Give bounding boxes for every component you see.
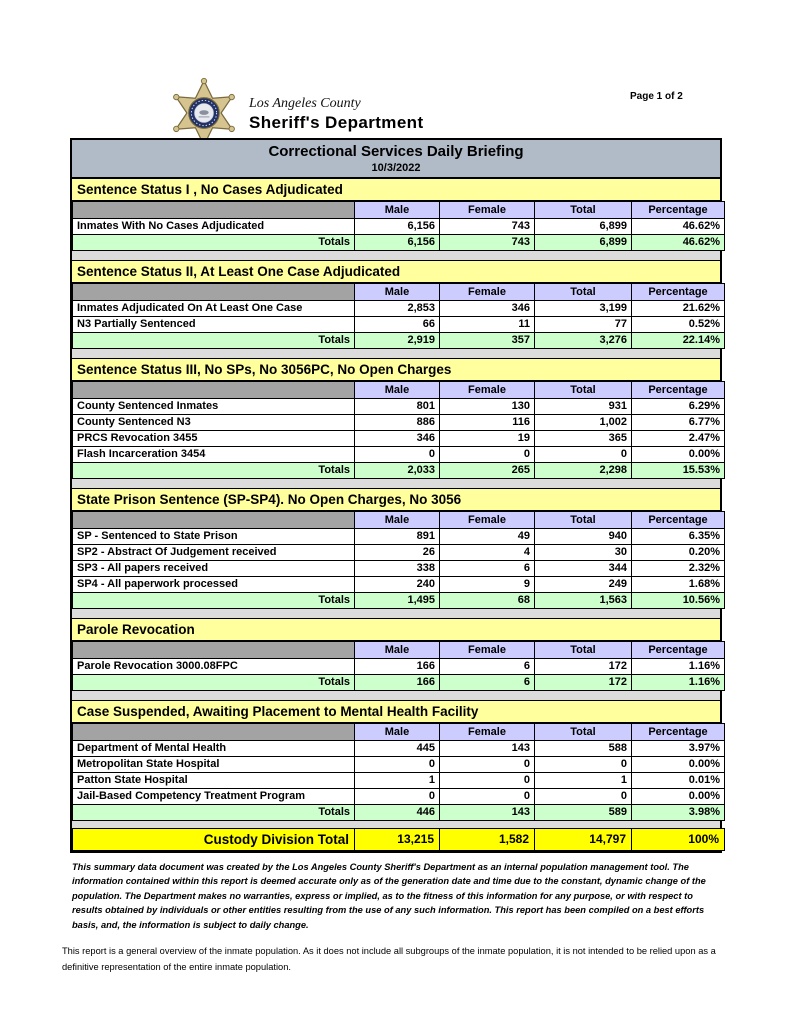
totals-label: Totals: [73, 463, 355, 479]
row-male-value: 240: [355, 577, 440, 593]
column-header-total: Total: [535, 202, 632, 219]
logo-department-text: Sheriff's Department: [249, 112, 424, 132]
row-female-value: 0: [440, 789, 535, 805]
column-header-row: [73, 284, 725, 301]
totals-label: Totals: [73, 333, 355, 349]
totals-percentage-value: 3.98%: [632, 805, 725, 821]
row-female-value: 346: [440, 301, 535, 317]
row-label: County Sentenced N3: [73, 415, 355, 431]
column-header-male: Male: [355, 724, 440, 741]
row-percentage-value: 0.00%: [632, 447, 725, 463]
column-header-female: Female: [440, 382, 535, 399]
section-spacer: [72, 609, 720, 618]
disclaimer-text: This summary data document was created by the Los Angeles County Sheriff's Department as an internal population management tool. The information contained within this report is deemed accurate only as of the generation date and time due to the constant, dynamic change of the population. The Department makes no warranties, express or implied, as to the fitness of this information for any purpose, or with respect to results obtained by individuals or other entities resulting from the use of any such information. This report has been compiled on a best efforts basis, and, the information is subject to daily change.: [72, 862, 706, 930]
report-title: Correctional Services Daily Briefing: [268, 143, 524, 160]
section-header: Sentence Status I , No Cases Adjudicated: [72, 178, 720, 201]
row-male-value: 6,156: [355, 219, 440, 235]
row-label: SP2 - Abstract Of Judgement received: [73, 545, 355, 561]
section-spacer: [72, 349, 720, 358]
row-total-value: 77: [535, 317, 632, 333]
row-total-value: 1: [535, 773, 632, 789]
logo-county-text: Los Angeles County: [249, 95, 361, 111]
row-female-value: 0: [440, 773, 535, 789]
section-spacer: [72, 251, 720, 260]
row-label: Department of Mental Health: [73, 741, 355, 757]
row-percentage-value: 21.62%: [632, 301, 725, 317]
column-header-female: Female: [440, 284, 535, 301]
row-percentage-value: 46.62%: [632, 219, 725, 235]
totals-female-value: 143: [440, 805, 535, 821]
section-header: Parole Revocation: [72, 618, 720, 641]
row-percentage-value: 0.00%: [632, 757, 725, 773]
row-label: N3 Partially Sentenced: [73, 317, 355, 333]
row-total-value: 0: [535, 757, 632, 773]
column-header-male: Male: [355, 642, 440, 659]
row-total-value: 249: [535, 577, 632, 593]
totals-female-value: 265: [440, 463, 535, 479]
row-percentage-value: 0.52%: [632, 317, 725, 333]
column-header-total: Total: [535, 642, 632, 659]
grand-total-female: 1,582: [440, 829, 535, 851]
totals-percentage-value: 15.53%: [632, 463, 725, 479]
table-row: [73, 577, 725, 593]
section-header: State Prison Sentence (SP-SP4). No Open Charges, No 3056: [72, 488, 720, 511]
page-indicator: Page 1 of 2: [630, 91, 683, 102]
row-male-value: 66: [355, 317, 440, 333]
custody-division-total-row: [72, 828, 725, 851]
totals-male-value: 2,919: [355, 333, 440, 349]
row-female-value: 0: [440, 447, 535, 463]
column-header-total: Total: [535, 724, 632, 741]
column-header-spacer-cell: [73, 284, 355, 301]
totals-total-value: 1,563: [535, 593, 632, 609]
row-female-value: 4: [440, 545, 535, 561]
table-row: [73, 757, 725, 773]
section-table: [72, 381, 725, 479]
row-female-value: 9: [440, 577, 535, 593]
row-female-value: 130: [440, 399, 535, 415]
totals-percentage-value: 22.14%: [632, 333, 725, 349]
row-male-value: 346: [355, 431, 440, 447]
column-header-male: Male: [355, 202, 440, 219]
column-header-female: Female: [440, 642, 535, 659]
section-table: [72, 641, 725, 691]
row-percentage-value: 1.68%: [632, 577, 725, 593]
column-header-male: Male: [355, 284, 440, 301]
column-header-row: [73, 642, 725, 659]
row-male-value: 886: [355, 415, 440, 431]
row-percentage-value: 3.97%: [632, 741, 725, 757]
row-total-value: 0: [535, 789, 632, 805]
row-label: Metropolitan State Hospital: [73, 757, 355, 773]
section-table: [72, 723, 725, 821]
grand-total-male: 13,215: [355, 829, 440, 851]
row-percentage-value: 2.32%: [632, 561, 725, 577]
row-percentage-value: 6.35%: [632, 529, 725, 545]
totals-total-value: 3,276: [535, 333, 632, 349]
row-label: Parole Revocation 3000.08FPC: [73, 659, 355, 675]
totals-total-value: 589: [535, 805, 632, 821]
table-row: [73, 789, 725, 805]
section-table: [72, 283, 725, 349]
logo-text: [249, 94, 424, 133]
table-row: [73, 399, 725, 415]
row-label: Inmates Adjudicated On At Least One Case: [73, 301, 355, 317]
totals-female-value: 6: [440, 675, 535, 691]
section-table: [72, 201, 725, 251]
table-row: [73, 529, 725, 545]
table-row: [73, 741, 725, 757]
column-header-row: [73, 202, 725, 219]
row-male-value: 26: [355, 545, 440, 561]
row-female-value: 116: [440, 415, 535, 431]
row-percentage-value: 0.20%: [632, 545, 725, 561]
totals-percentage-value: 10.56%: [632, 593, 725, 609]
column-header-spacer-cell: [73, 382, 355, 399]
totals-label: Totals: [73, 593, 355, 609]
report-date: 10/3/2022: [371, 162, 421, 174]
row-female-value: 11: [440, 317, 535, 333]
row-male-value: 0: [355, 789, 440, 805]
column-header-row: [73, 724, 725, 741]
section-header: Sentence Status III, No SPs, No 3056PC, No Open Charges: [72, 358, 720, 381]
row-label: Jail-Based Competency Treatment Program: [73, 789, 355, 805]
table-row: [73, 431, 725, 447]
table-row: [73, 773, 725, 789]
section-table: [72, 511, 725, 609]
totals-female-value: 743: [440, 235, 535, 251]
column-header-percentage: Percentage: [632, 382, 725, 399]
row-total-value: 940: [535, 529, 632, 545]
totals-row: [73, 593, 725, 609]
table-row: [73, 219, 725, 235]
totals-male-value: 166: [355, 675, 440, 691]
row-total-value: 588: [535, 741, 632, 757]
totals-total-value: 172: [535, 675, 632, 691]
totals-percentage-value: 46.62%: [632, 235, 725, 251]
section-header: Case Suspended, Awaiting Placement to Mental Health Facility: [72, 700, 720, 723]
row-total-value: 3,199: [535, 301, 632, 317]
row-male-value: 2,853: [355, 301, 440, 317]
totals-row: [73, 333, 725, 349]
column-header-male: Male: [355, 382, 440, 399]
column-header-spacer-cell: [73, 724, 355, 741]
row-total-value: 365: [535, 431, 632, 447]
totals-label: Totals: [73, 235, 355, 251]
column-header-male: Male: [355, 512, 440, 529]
row-total-value: 931: [535, 399, 632, 415]
totals-male-value: 2,033: [355, 463, 440, 479]
column-header-row: [73, 382, 725, 399]
totals-row: [73, 463, 725, 479]
row-label: SP4 - All paperwork processed: [73, 577, 355, 593]
row-female-value: 143: [440, 741, 535, 757]
section-spacer: [72, 821, 720, 828]
totals-percentage-value: 1.16%: [632, 675, 725, 691]
report-sections: [72, 178, 720, 821]
grand-total-row: [73, 829, 725, 851]
row-male-value: 891: [355, 529, 440, 545]
table-row: [73, 659, 725, 675]
row-label: SP - Sentenced to State Prison: [73, 529, 355, 545]
row-male-value: 0: [355, 447, 440, 463]
column-header-female: Female: [440, 202, 535, 219]
column-header-percentage: Percentage: [632, 724, 725, 741]
table-row: [73, 447, 725, 463]
row-female-value: 743: [440, 219, 535, 235]
overview-note: This report is a general overview of the inmate population. As it does not include all subgroups of the inmate population, it is not intended to be relied upon as a definitive representation of the entire inmate population.: [62, 946, 716, 972]
totals-row: [73, 235, 725, 251]
row-male-value: 801: [355, 399, 440, 415]
totals-total-value: 6,899: [535, 235, 632, 251]
table-row: [73, 301, 725, 317]
row-label: Inmates With No Cases Adjudicated: [73, 219, 355, 235]
row-total-value: 6,899: [535, 219, 632, 235]
column-header-total: Total: [535, 382, 632, 399]
row-total-value: 0: [535, 447, 632, 463]
totals-label: Totals: [73, 805, 355, 821]
column-header-female: Female: [440, 512, 535, 529]
table-row: [73, 545, 725, 561]
totals-total-value: 2,298: [535, 463, 632, 479]
briefing-report-table: [70, 138, 722, 853]
section-spacer: [72, 691, 720, 700]
column-header-spacer-cell: [73, 512, 355, 529]
row-male-value: 166: [355, 659, 440, 675]
column-header-spacer-cell: [73, 202, 355, 219]
section-spacer: [72, 479, 720, 488]
row-female-value: 49: [440, 529, 535, 545]
column-header-row: [73, 512, 725, 529]
row-total-value: 172: [535, 659, 632, 675]
row-percentage-value: 0.00%: [632, 789, 725, 805]
row-label: Patton State Hospital: [73, 773, 355, 789]
row-label: County Sentenced Inmates: [73, 399, 355, 415]
totals-male-value: 6,156: [355, 235, 440, 251]
grand-total-percentage: 100%: [632, 829, 725, 851]
row-total-value: 344: [535, 561, 632, 577]
row-male-value: 0: [355, 757, 440, 773]
totals-label: Totals: [73, 675, 355, 691]
row-male-value: 445: [355, 741, 440, 757]
row-male-value: 1: [355, 773, 440, 789]
row-label: Flash Incarceration 3454: [73, 447, 355, 463]
totals-male-value: 1,495: [355, 593, 440, 609]
row-label: SP3 - All papers received: [73, 561, 355, 577]
row-percentage-value: 0.01%: [632, 773, 725, 789]
column-header-total: Total: [535, 284, 632, 301]
row-female-value: 19: [440, 431, 535, 447]
totals-row: [73, 675, 725, 691]
table-row: [73, 415, 725, 431]
table-row: [73, 317, 725, 333]
row-percentage-value: 6.77%: [632, 415, 725, 431]
row-percentage-value: 1.16%: [632, 659, 725, 675]
row-female-value: 6: [440, 561, 535, 577]
column-header-percentage: Percentage: [632, 202, 725, 219]
grand-total-label: Custody Division Total: [73, 829, 355, 851]
row-female-value: 6: [440, 659, 535, 675]
column-header-total: Total: [535, 512, 632, 529]
column-header-spacer-cell: [73, 642, 355, 659]
row-total-value: 1,002: [535, 415, 632, 431]
table-row: [73, 561, 725, 577]
totals-female-value: 357: [440, 333, 535, 349]
column-header-female: Female: [440, 724, 535, 741]
row-percentage-value: 2.47%: [632, 431, 725, 447]
column-header-percentage: Percentage: [632, 512, 725, 529]
row-percentage-value: 6.29%: [632, 399, 725, 415]
row-female-value: 0: [440, 757, 535, 773]
totals-row: [73, 805, 725, 821]
column-header-percentage: Percentage: [632, 642, 725, 659]
row-label: PRCS Revocation 3455: [73, 431, 355, 447]
totals-male-value: 446: [355, 805, 440, 821]
row-total-value: 30: [535, 545, 632, 561]
section-header: Sentence Status II, At Least One Case Adjudicated: [72, 260, 720, 283]
column-header-percentage: Percentage: [632, 284, 725, 301]
totals-female-value: 68: [440, 593, 535, 609]
row-male-value: 338: [355, 561, 440, 577]
report-title-bar: [72, 140, 720, 178]
grand-total-total: 14,797: [535, 829, 632, 851]
